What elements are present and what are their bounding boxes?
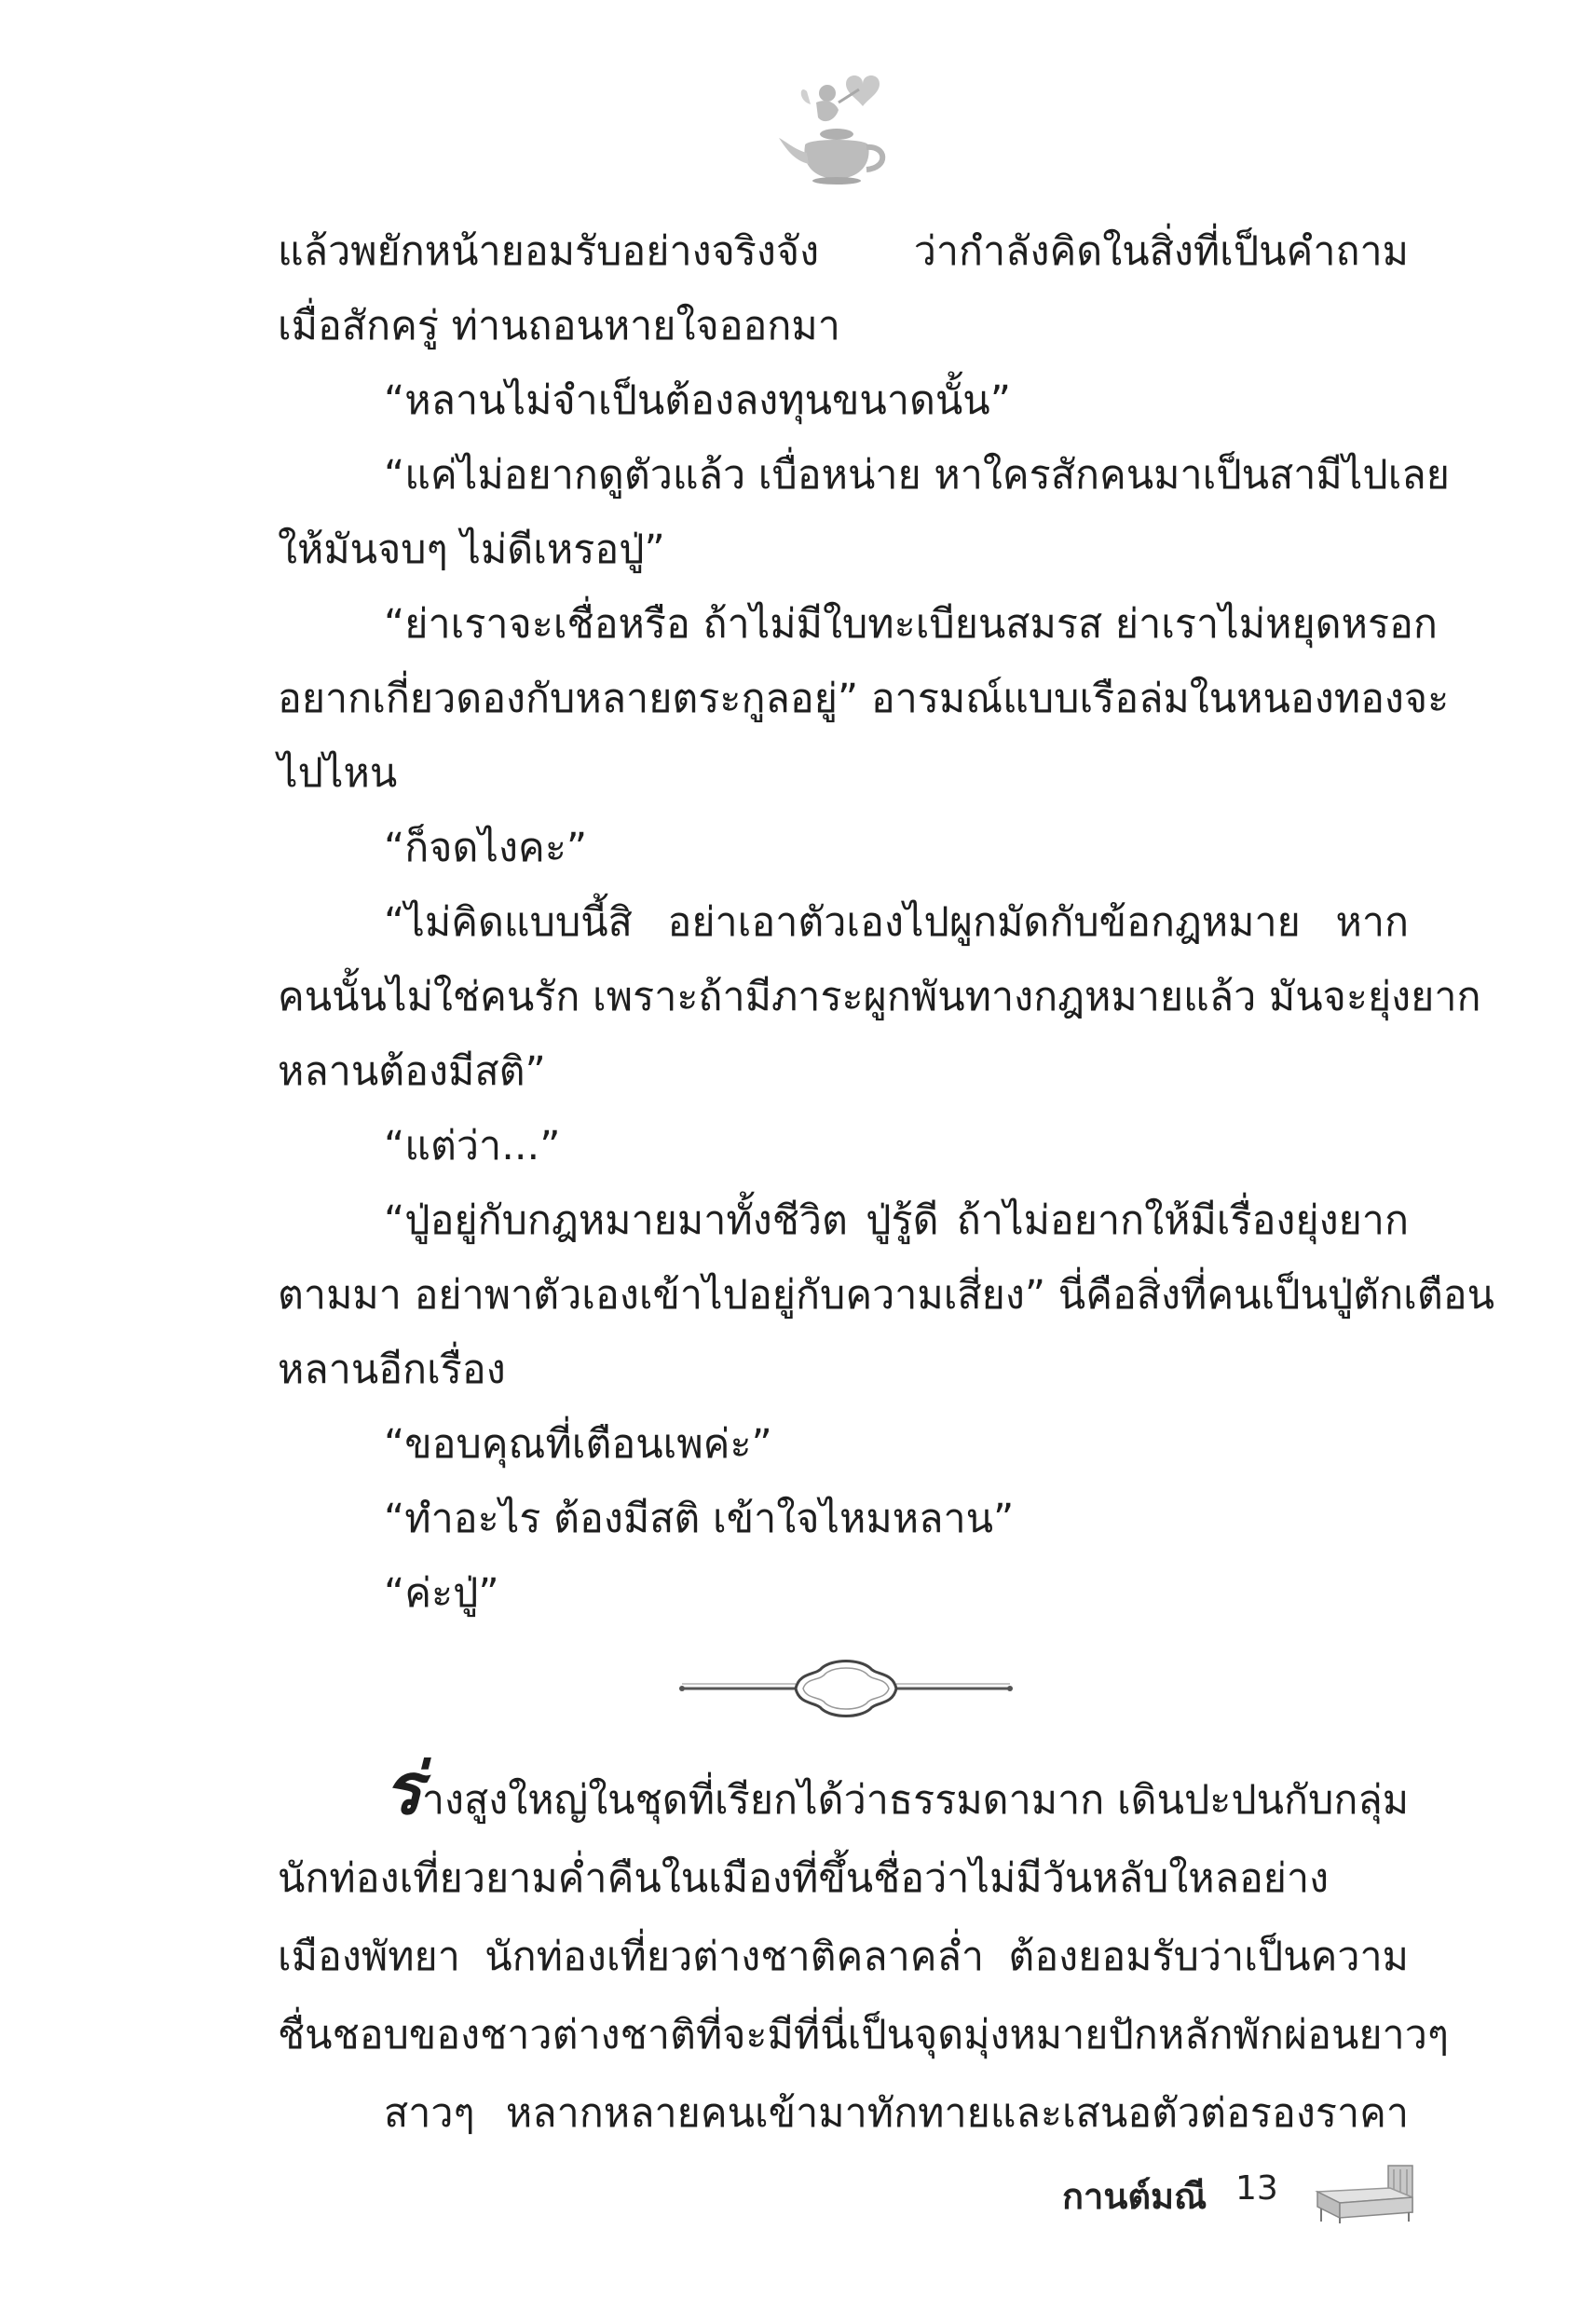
- text-line: หลานอีกเรื่อง: [278, 1347, 506, 1393]
- text-line: เมื่อสักครู่ ท่านถอนหายใจออกมา: [278, 303, 840, 349]
- dialogue-line: “ทำอะไร ต้องมีสติ เข้าใจไหมหลาน”: [384, 1496, 1015, 1542]
- book-title: กานต์มณี: [1062, 2176, 1207, 2217]
- text-line: ให้มันจบๆ ไม่ดีเหรอปู่”: [278, 526, 665, 573]
- body-text-part1: [278, 214, 1495, 1631]
- text-line: แล้วพยักหน้ายอมรับอย่างจริงจัง ว่ากำลังคิดในสิ่งที่เป็นคำถาม: [278, 228, 1409, 275]
- dialogue-line: “แค่ไม่อยากดูตัวแล้ว เบื่อหน่าย หาใครสักคนมาเป็นสามีไปเลย: [384, 452, 1450, 499]
- dialogue-line: “ขอบคุณที่เตือนเพค่ะ”: [384, 1421, 772, 1468]
- teapot-cupid-icon: [770, 56, 909, 196]
- text-line: างสูงใหญ่ในชุดที่เรียกได้ว่าธรรมดามาก เดินปะปนกับกลุ่ม: [421, 1777, 1410, 1824]
- dialogue-line: “หลานไม่จำเป็นต้องลงทุนขนาดนั้น”: [384, 377, 1011, 424]
- text-line: ชื่นชอบของชาวต่างชาติที่จะมีที่นี่เป็นจุดมุ่งหมายปักหลักพักผ่อนยาวๆ: [278, 2012, 1449, 2058]
- page-footer: [1062, 2160, 1416, 2235]
- text-line: คนนั้นไม่ใช่คนรัก เพราะถ้ามีภาระผูกพันทางกฎหมายแล้ว มันจะยุ่งยาก: [278, 974, 1481, 1020]
- dialogue-line: “ก็จดไงคะ”: [384, 825, 588, 871]
- dialogue-line: “ปู่อยู่กับกฎหมายมาทั้งชีวิต ปู่รู้ดี ถ้าไม่อยากให้มีเรื่องยุ่งยาก: [384, 1197, 1409, 1244]
- section-divider-ornament: [678, 1651, 1014, 1726]
- page-number: 13: [1235, 2169, 1278, 2208]
- dialogue-line: “ไม่คิดแบบนี้สิ อย่าเอาตัวเองไปผูกมัดกับข้อกฎหมาย หาก: [384, 899, 1409, 946]
- dialogue-line: “ค่ะปู่”: [384, 1570, 499, 1617]
- drop-cap: ร่: [384, 1747, 422, 1830]
- dropcap-line: [278, 1747, 1410, 1839]
- dialogue-line: “ย่าเราจะเชื่อหรือ ถ้าไม่มีใบทะเบียนสมรส ย่าเราไม่หยุดหรอก: [384, 601, 1438, 648]
- text-line: เมืองพัทยา นักท่องเที่ยวต่างชาติคลาคล่ำ ต้องยอมรับว่าเป็นความ: [278, 1934, 1409, 1980]
- text-line: อยากเกี่ยวดองกับหลายตระกูลอยู่” อารมณ์แบบเรือล่มในหนองทองจะ: [278, 676, 1450, 722]
- text-line: ไปไหน: [278, 750, 398, 797]
- text-line: นักท่องเที่ยวยามค่ำคืนในเมืองที่ขึ้นชื่อว่าไม่มีวันหลับใหลอย่าง: [278, 1855, 1330, 1902]
- bed-icon: [1312, 2160, 1416, 2225]
- text-line: สาวๆ หลากหลายคนเข้ามาทักทายและเสนอตัวต่อรองราคา: [384, 2090, 1409, 2137]
- text-line: หลานต้องมีสติ”: [278, 1048, 546, 1095]
- body-text-part2: [278, 1747, 1449, 2153]
- dialogue-line: “แต่ว่า...”: [384, 1123, 561, 1169]
- text-line: ตามมา อย่าพาตัวเองเข้าไปอยู่กับความเสี่ยง” นี่คือสิ่งที่คนเป็นปู่ตักเตือน: [278, 1272, 1495, 1319]
